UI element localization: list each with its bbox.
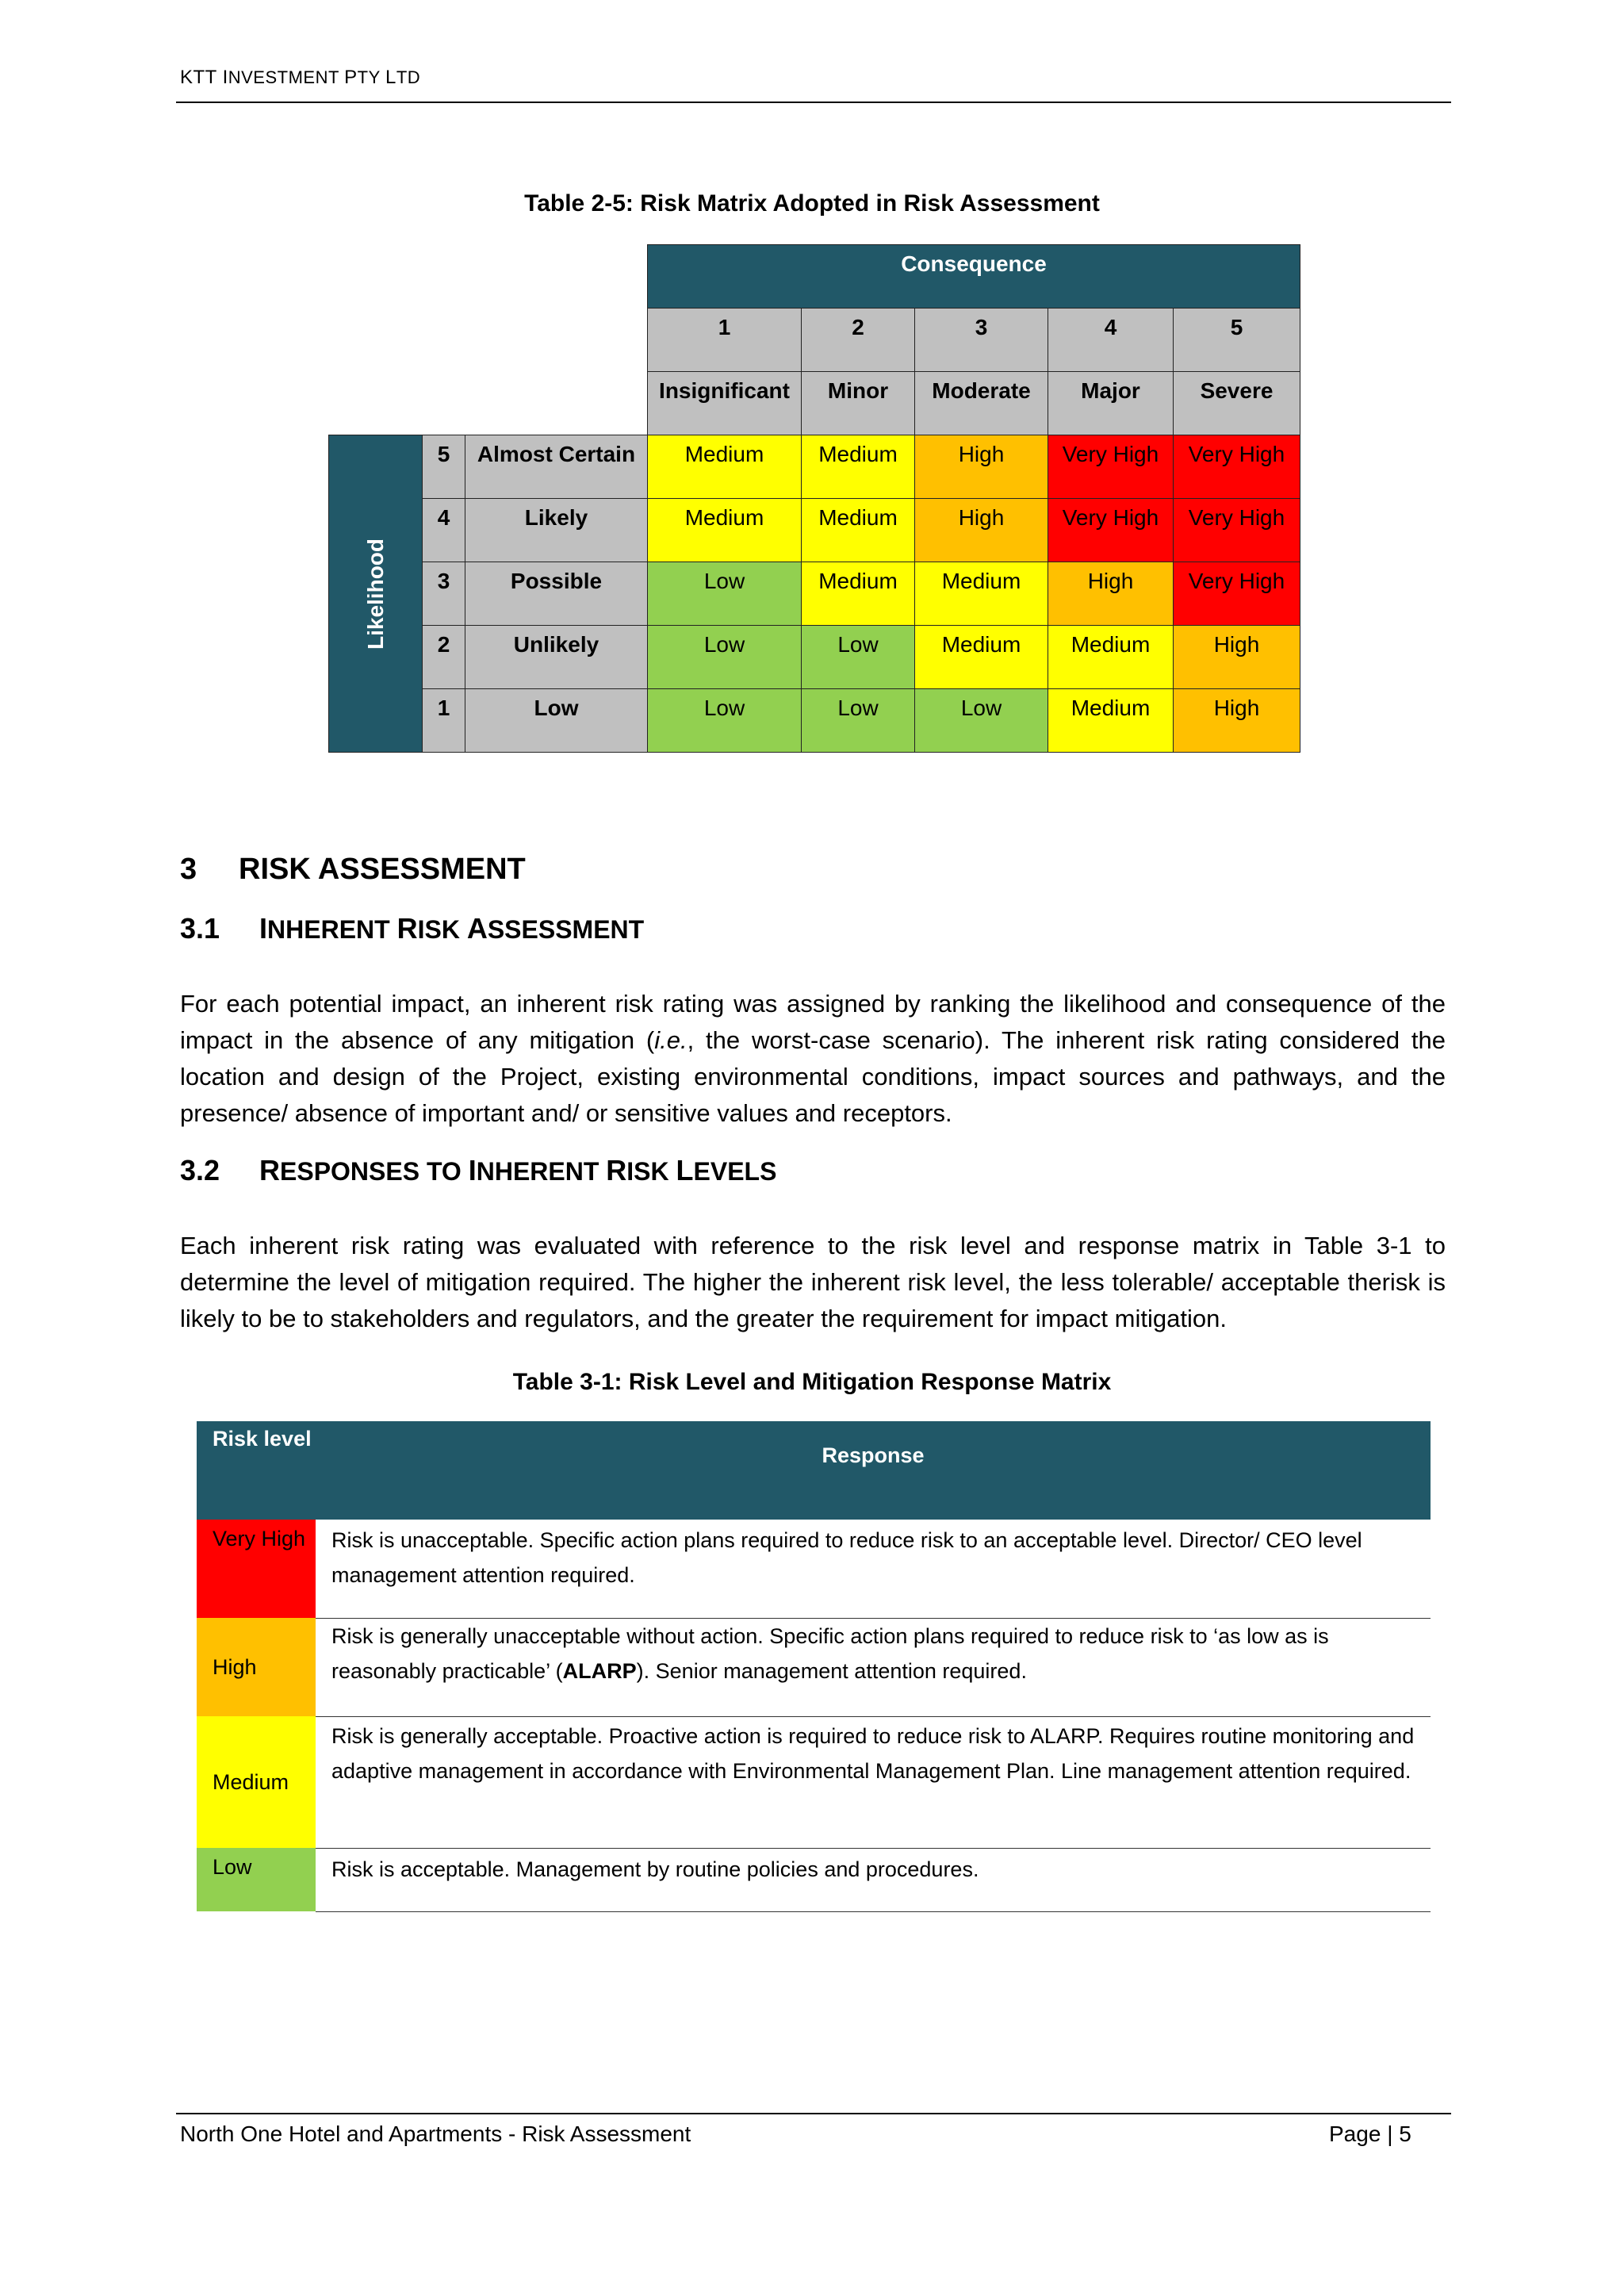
likelihood-name: Unlikely — [465, 626, 648, 689]
likelihood-name: Possible — [465, 562, 648, 626]
response-cell: Risk is unacceptable. Specific action plans required to reduce risk to an acceptable level. Director/ CEO level management attention required. — [316, 1520, 1431, 1618]
footer-title: North One Hotel and Apartments - Risk Assessment — [180, 2122, 691, 2146]
likelihood-number: 5 — [423, 435, 465, 499]
response-matrix-table — [197, 1421, 1431, 1912]
risk-cell: High — [1174, 626, 1300, 689]
risk-cell: Medium — [802, 562, 915, 626]
consequence-number: 1 — [648, 309, 802, 372]
table-row — [197, 1520, 1431, 1618]
table-row — [197, 1716, 1431, 1848]
table-2-5-caption: Table 2-5: Risk Matrix Adopted in Risk Assessment — [524, 190, 1100, 217]
consequence-name: Severe — [1174, 372, 1300, 435]
likelihood-name: Likely — [465, 499, 648, 562]
section-3-2-heading: 3.2 RESPONSES TO INHERENT RISK LEVELS — [180, 1154, 777, 1186]
consequence-number: 5 — [1174, 309, 1300, 372]
response-cell: Risk is acceptable. Management by routine policies and procedures. — [316, 1848, 1431, 1911]
section-3-2-paragraph: Each inherent risk rating was evaluated with reference to the risk level and response matrix in Table 3-1 to determine the level of mitigation required. The higher the inherent risk level, the less tolerable/ acceptable therisk is likely to be to stakeholders and regulators, and the greater the requirement for impact mitigation. — [180, 1232, 1446, 1332]
consequence-number: 2 — [802, 309, 915, 372]
risk-cell: Medium — [648, 499, 802, 562]
risk-cell: Medium — [802, 435, 915, 499]
risk-cell: Low — [915, 689, 1048, 753]
risk-cell: High — [1048, 562, 1174, 626]
matrix-row — [329, 689, 1300, 753]
risk-level-column-header: Risk level — [197, 1421, 316, 1520]
risk-cell: High — [915, 435, 1048, 499]
risk-cell: Medium — [802, 499, 915, 562]
section-3-1-paragraph: For each potential impact, an inherent risk rating was assigned by ranking the likelihood and consequence of the impact in the absence of any mitigation (i.e., the worst-case scenario). The inherent risk rating considered the location and design of the Project, existing environmental conditions, impact sources and pathways, and the presence/ absence of important and/ or sensitive values and receptors. — [180, 990, 1446, 1127]
risk-cell: Medium — [915, 626, 1048, 689]
risk-cell: Low — [648, 689, 802, 753]
risk-cell: Low — [802, 626, 915, 689]
response-column-header: Response — [316, 1421, 1431, 1520]
likelihood-number: 3 — [423, 562, 465, 626]
risk-cell: Low — [648, 562, 802, 626]
likelihood-number: 2 — [423, 626, 465, 689]
consequence-number: 4 — [1048, 309, 1174, 372]
header-rule — [176, 102, 1451, 103]
consequence-name: Moderate — [915, 372, 1048, 435]
table-3-1-caption: Table 3-1: Risk Level and Mitigation Response Matrix — [512, 1369, 1112, 1395]
risk-level-cell: Low — [197, 1848, 316, 1911]
risk-cell: High — [915, 499, 1048, 562]
matrix-row — [329, 435, 1300, 499]
risk-matrix-table — [328, 244, 1300, 753]
risk-cell: Low — [648, 626, 802, 689]
matrix-row — [329, 626, 1300, 689]
risk-level-cell: Very High — [197, 1520, 316, 1618]
risk-cell: Very High — [1174, 499, 1300, 562]
risk-cell: Very High — [1048, 499, 1174, 562]
matrix-row — [329, 499, 1300, 562]
likelihood-name: Almost Certain — [465, 435, 648, 499]
risk-cell: Very High — [1048, 435, 1174, 499]
likelihood-number: 4 — [423, 499, 465, 562]
risk-level-cell: High — [197, 1618, 316, 1716]
section-3-1-heading: 3.1 INHERENT RISK ASSESSMENT — [180, 912, 645, 945]
likelihood-name: Low — [465, 689, 648, 753]
response-cell: Risk is generally acceptable. Proactive action is required to reduce risk to ALARP. Requires routine monitoring and adaptive management in accordance with Environmental Management Plan. Line management attention required. — [316, 1716, 1431, 1848]
risk-cell: Medium — [1048, 689, 1174, 753]
footer-page-number: Page | 5 — [1329, 2122, 1411, 2146]
consequence-header: Consequence — [648, 245, 1300, 309]
risk-cell: Low — [802, 689, 915, 753]
section-3-heading: 3 RISK ASSESSMENT — [180, 853, 526, 886]
risk-cell: Very High — [1174, 562, 1300, 626]
likelihood-number: 1 — [423, 689, 465, 753]
table-row — [197, 1618, 1431, 1716]
risk-cell: Medium — [648, 435, 802, 499]
consequence-name: Minor — [802, 372, 915, 435]
risk-level-cell: Medium — [197, 1716, 316, 1848]
footer-rule — [176, 2113, 1451, 2114]
risk-cell: Medium — [1048, 626, 1174, 689]
running-header: KTT INVESTMENT PTY LTD — [180, 67, 421, 88]
consequence-name: Major — [1048, 372, 1174, 435]
likelihood-header: Likelihood — [329, 435, 423, 753]
matrix-row — [329, 562, 1300, 626]
risk-cell: High — [1174, 689, 1300, 753]
response-cell: Risk is generally unacceptable without action. Specific action plans required to reduce risk to ‘as low as is reasonably practicable’ (ALARP). Senior management attention required. — [316, 1618, 1431, 1716]
consequence-number: 3 — [915, 309, 1048, 372]
consequence-name: Insignificant — [648, 372, 802, 435]
risk-cell: Very High — [1174, 435, 1300, 499]
risk-cell: Medium — [915, 562, 1048, 626]
table-row — [197, 1848, 1431, 1911]
